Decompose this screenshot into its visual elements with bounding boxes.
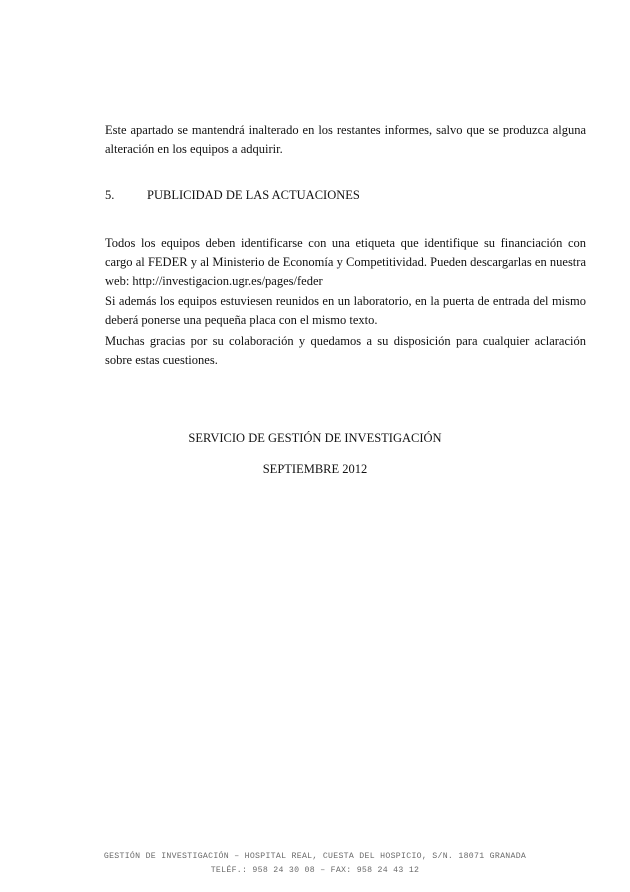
footer-phone-fax: TELÉF.: 958 24 30 08 – FAX: 958 24 43 12 <box>210 866 420 875</box>
paragraph-equipment-note: Este apartado se mantendrá inalterado en los restantes informes, salvo que se produzca alguna alteración en los equipos a adquirir. <box>105 123 586 156</box>
section-title: PUBLICIDAD DE LAS ACTUACIONES <box>147 188 360 202</box>
paragraph-thanks: Muchas gracias por su colaboración y quedamos a su disposición para cualquier aclaración sobre estas cuestiones. <box>105 334 586 367</box>
footer-address: GESTIÓN DE INVESTIGACIÓN – HOSPITAL REAL, CUESTA DEL HOSPICIO, S/N. 18071 GRANADA <box>103 852 527 861</box>
section-number: 5. <box>105 188 115 202</box>
section-heading <box>105 186 360 205</box>
signature-date: SEPTIEMBRE 2012 <box>262 462 368 476</box>
paragraph-laboratory: Si además los equipos estuviesen reunidos en un laboratorio, en la puerta de entrada del mismo deberá ponerse una pequeña placa con el mismo texto. <box>105 294 586 327</box>
paragraph-labeling: Todos los equipos deben identificarse con una etiqueta que identifique su financiación con cargo al FEDER y al Ministerio de Economía y Competitividad. Pueden descargarlas en nuestra web: http://investigacion.ugr.es/pages/feder <box>105 236 586 288</box>
signature-office: SERVICIO DE GESTIÓN DE INVESTIGACIÓN <box>188 431 442 445</box>
